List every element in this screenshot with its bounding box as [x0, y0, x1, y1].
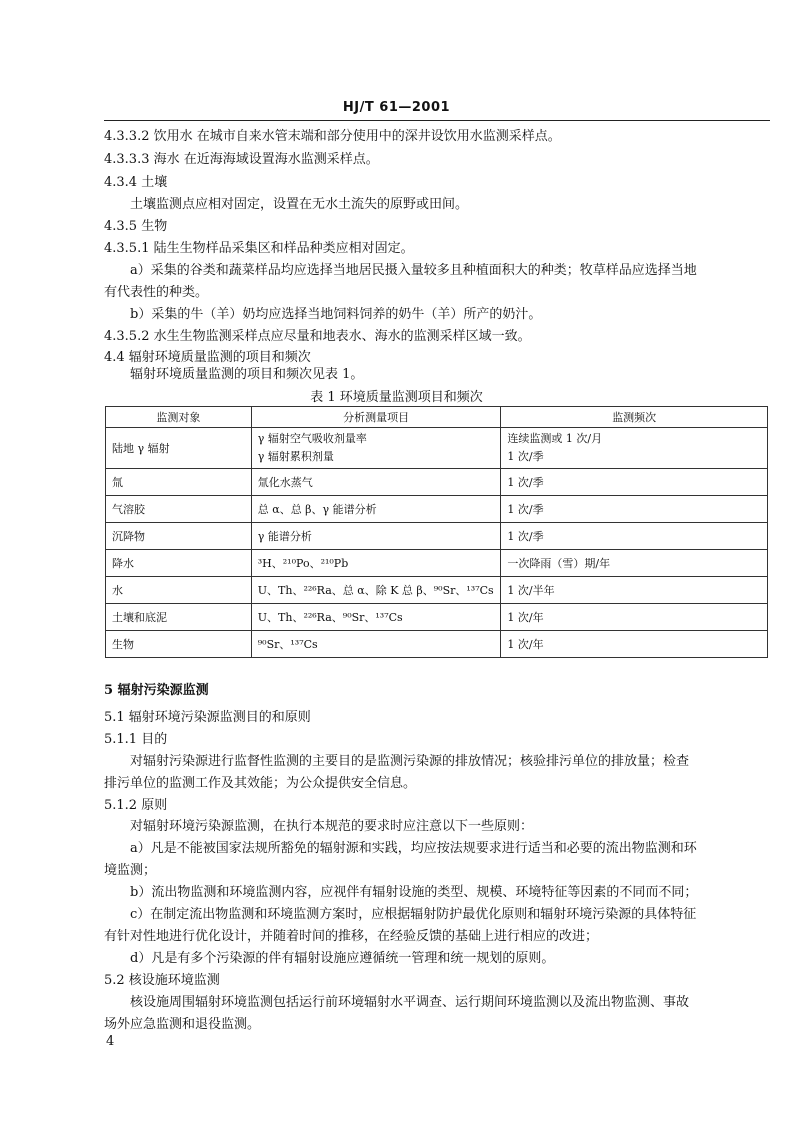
clause-4-3-5-1: 4.3.5.1 陆生生物样品采集区和样品种类应相对固定。 — [104, 241, 414, 256]
monitoring-table — [105, 406, 768, 658]
cell-object: 土壤和底泥 — [106, 604, 252, 631]
cell-item-line: γ 辐射空气吸收剂量率 — [257, 432, 367, 445]
cell-frequency: 1 次/季 — [501, 496, 768, 523]
cell-frequency: 1 次/年 — [501, 631, 768, 658]
clause-5-1-2: 5.1.2 原则 — [104, 798, 168, 813]
clause-4-3-5: 4.3.5 生物 — [104, 219, 168, 234]
table-caption: 表 1 环境质量监测项目和频次 — [310, 390, 483, 405]
clause-5-1-1: 5.1.1 目的 — [104, 732, 168, 747]
cell-object: 气溶胶 — [106, 496, 252, 523]
header-rule — [104, 120, 770, 121]
cell-object: 降水 — [106, 550, 252, 577]
table-row — [106, 523, 768, 550]
item-b: b）采集的牛（羊）奶均应选择当地饲料饲养的奶牛（羊）所产的奶汁。 — [130, 307, 542, 322]
clause-4-4: 4.4 辐射环境质量监测的项目和频次 — [104, 350, 311, 365]
paragraph-see-table: 辐射环境质量监测的项目和频次见表 1。 — [130, 367, 364, 382]
cell-object: 沉降物 — [106, 523, 252, 550]
clause-4-3-4: 4.3.4 土壤 — [104, 175, 168, 190]
cell-freq-line: 连续监测或 1 次/月 — [507, 432, 603, 445]
cell-item-line: γ 辐射累积剂量 — [257, 450, 334, 463]
standard-code-header: HJ/T 61—2001 — [342, 100, 451, 115]
cell-frequency: 1 次/季 — [501, 523, 768, 550]
clause-4-3-3-3: 4.3.3.3 海水 在近海海域设置海水监测采样点。 — [104, 152, 379, 167]
header-frequency: 监测频次 — [501, 407, 768, 428]
cell-frequency: 1 次/半年 — [501, 577, 768, 604]
cell-object: 陆地 γ 辐射 — [106, 428, 252, 469]
clause-5-1: 5.1 辐射环境污染源监测目的和原则 — [104, 710, 311, 725]
cell-items: U、Th、²²⁶Ra、⁹⁰Sr、¹³⁷Cs — [251, 604, 501, 631]
page-number: 4 — [106, 1034, 115, 1049]
principle-c-line2: 有针对性地进行优化设计，并随着时间的推移，在经验反馈的基础上进行相应的改进； — [104, 929, 599, 944]
clause-4-3-3-2: 4.3.3.2 饮用水 在城市自来水管末端和部分使用中的深井设饮用水监测采样点。 — [104, 129, 561, 144]
principle-d: d）凡是有多个污染源的伴有辐射设施应遵循统一管理和统一规划的原则。 — [130, 951, 555, 966]
principles-intro: 对辐射环境污染源监测，在执行本规范的要求时应注意以下一些原则： — [130, 819, 534, 834]
cell-items: γ 能谱分析 — [251, 523, 501, 550]
cell-frequency: 1 次/季 — [501, 469, 768, 496]
principle-a-line1: a）凡是不能被国家法规所豁免的辐射源和实践，均应按法规要求进行适当和必要的流出物监测和环 — [130, 841, 697, 856]
purpose-line1: 对辐射污染源进行监督性监测的主要目的是监测污染源的排放情况；核验排污单位的排放量；检查 — [130, 754, 690, 769]
purpose-line2: 排污单位的监测工作及其效能；为公众提供安全信息。 — [104, 776, 417, 791]
table-row — [106, 550, 768, 577]
table-row — [106, 604, 768, 631]
principle-c-line1: c）在制定流出物监测和环境监测方案时，应根据辐射防护最优化原则和辐射环境污染源的具体特征 — [130, 907, 697, 922]
nuclear-line2: 场外应急监测和退役监测。 — [104, 1017, 261, 1032]
cell-items — [251, 428, 501, 469]
cell-frequency: 1 次/年 — [501, 604, 768, 631]
item-a-line1: a）采集的谷类和蔬菜样品均应选择当地居民摄入量较多且种植面积大的种类；牧草样品应选择当地 — [130, 263, 697, 278]
cell-items: ³H、²¹⁰Po、²¹⁰Pb — [251, 550, 501, 577]
table-header-row — [106, 407, 768, 428]
cell-frequency — [501, 428, 768, 469]
cell-freq-line: 1 次/季 — [507, 450, 544, 463]
table-row — [106, 469, 768, 496]
principle-b: b）流出物监测和环境监测内容，应视伴有辐射设施的类型、规模、环境特征等因素的不同而不同； — [130, 885, 698, 900]
table-row — [106, 496, 768, 523]
header-items: 分析测量项目 — [251, 407, 501, 428]
cell-items: U、Th、²²⁶Ra、总 α、除 K 总 β、⁹⁰Sr、¹³⁷Cs — [251, 577, 501, 604]
clause-5-2: 5.2 核设施环境监测 — [104, 973, 220, 988]
table-row — [106, 631, 768, 658]
table-row — [106, 577, 768, 604]
cell-items: 总 α、总 β、γ 能谱分析 — [251, 496, 501, 523]
paragraph-soil: 土壤监测点应相对固定，设置在无水土流失的原野或田间。 — [130, 197, 469, 212]
table-row — [106, 428, 768, 469]
cell-object: 生物 — [106, 631, 252, 658]
header-object: 监测对象 — [106, 407, 252, 428]
clause-4-3-5-2: 4.3.5.2 水生生物监测采样点应尽量和地表水、海水的监测采样区域一致。 — [104, 329, 531, 344]
cell-object: 氚 — [106, 469, 252, 496]
cell-items: 氚化水蒸气 — [251, 469, 501, 496]
item-a-line2: 有代表性的种类。 — [104, 285, 209, 300]
cell-frequency: 一次降雨（雪）期/年 — [501, 550, 768, 577]
cell-items: ⁹⁰Sr、¹³⁷Cs — [251, 631, 501, 658]
principle-a-line2: 境监测； — [104, 863, 157, 878]
cell-object: 水 — [106, 577, 252, 604]
nuclear-line1: 核设施周围辐射环境监测包括运行前环境辐射水平调查、运行期间环境监测以及流出物监测、事故 — [130, 995, 690, 1010]
section-5-heading: 5 辐射污染源监测 — [104, 683, 209, 698]
